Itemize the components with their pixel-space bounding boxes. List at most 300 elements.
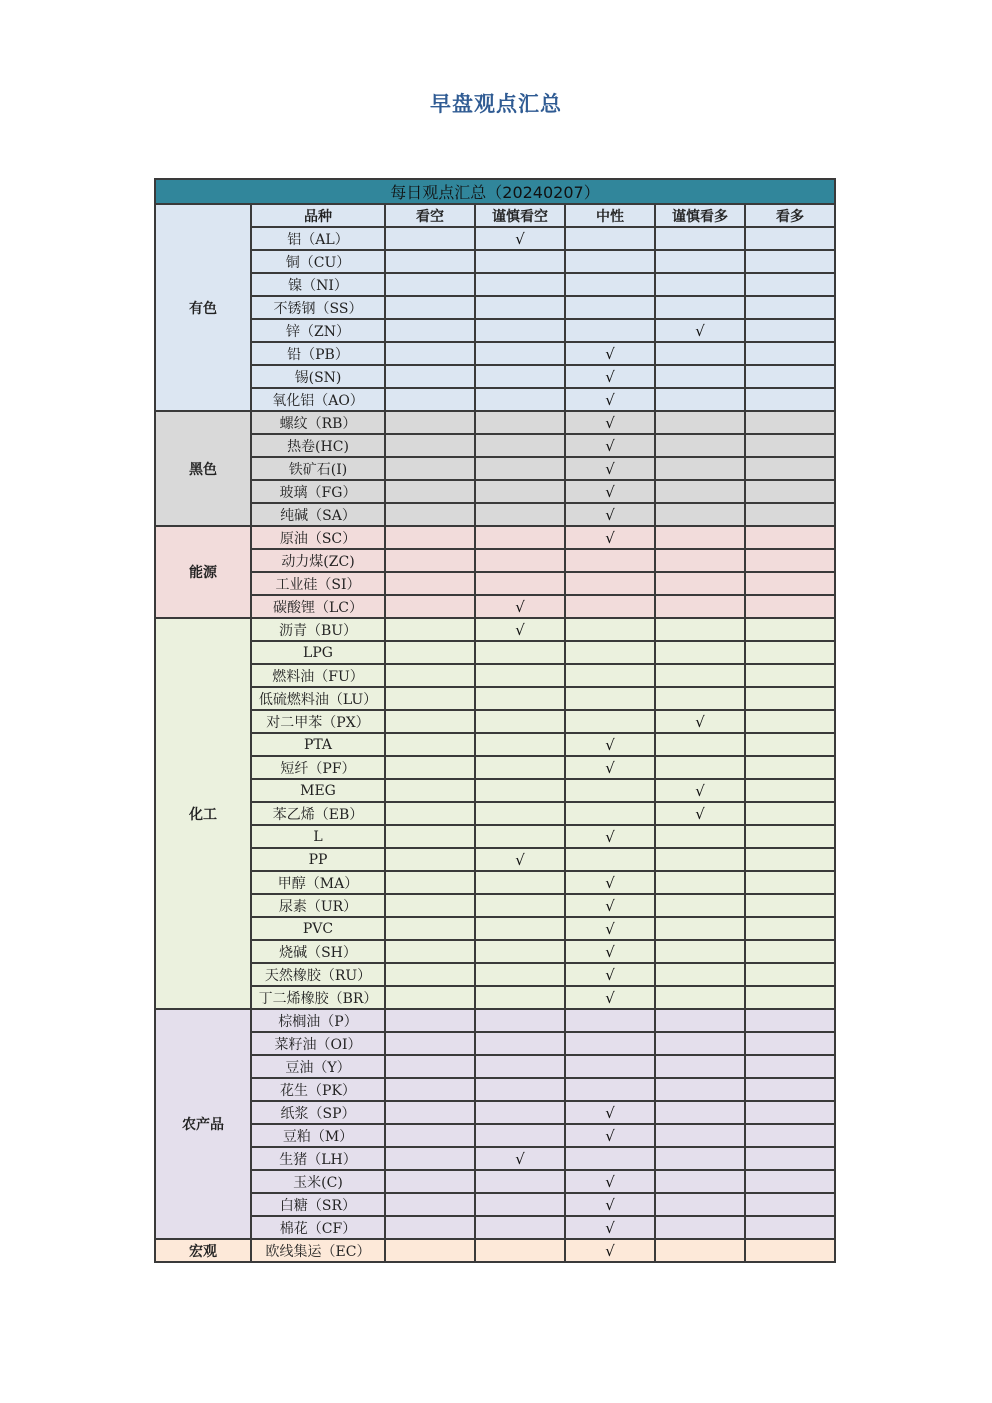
view-cell bbox=[565, 227, 655, 250]
view-cell bbox=[385, 986, 475, 1009]
view-cell bbox=[745, 618, 835, 641]
view-cell bbox=[565, 480, 655, 503]
view-cell bbox=[385, 871, 475, 894]
view-cell bbox=[655, 1078, 745, 1101]
view-cell bbox=[655, 1193, 745, 1216]
view-cell bbox=[385, 227, 475, 250]
category-cell: 宏观 bbox=[155, 1239, 251, 1262]
view-cell bbox=[385, 1101, 475, 1124]
check-mark: √ bbox=[515, 620, 525, 639]
view-cell bbox=[655, 986, 745, 1009]
view-cell bbox=[565, 1009, 655, 1032]
view-cell bbox=[745, 1032, 835, 1055]
view-cell bbox=[475, 733, 565, 756]
view-cell bbox=[745, 687, 835, 710]
view-cell bbox=[745, 894, 835, 917]
variety-cell: 玉米(C) bbox=[251, 1170, 385, 1193]
view-cell bbox=[475, 618, 565, 641]
view-cell bbox=[745, 1124, 835, 1147]
view-cell bbox=[475, 572, 565, 595]
table-row bbox=[155, 365, 835, 388]
view-cell bbox=[745, 802, 835, 825]
view-cell bbox=[745, 963, 835, 986]
view-cell bbox=[565, 1170, 655, 1193]
view-cell bbox=[655, 1124, 745, 1147]
view-cell bbox=[475, 894, 565, 917]
view-cell bbox=[745, 871, 835, 894]
view-cell bbox=[565, 871, 655, 894]
table-row bbox=[155, 411, 835, 434]
view-cell bbox=[655, 802, 745, 825]
check-mark: √ bbox=[605, 528, 615, 547]
view-cell bbox=[475, 411, 565, 434]
table-row bbox=[155, 342, 835, 365]
view-cell bbox=[655, 411, 745, 434]
view-cell bbox=[655, 825, 745, 848]
table-row bbox=[155, 687, 835, 710]
variety-cell: 不锈钢（SS） bbox=[251, 296, 385, 319]
view-cell bbox=[475, 802, 565, 825]
view-cell bbox=[385, 848, 475, 871]
view-cell bbox=[655, 296, 745, 319]
view-cell bbox=[565, 434, 655, 457]
view-cell bbox=[745, 503, 835, 526]
page-title: 早盘观点汇总 bbox=[430, 92, 562, 116]
view-cell bbox=[745, 526, 835, 549]
view-cell bbox=[565, 963, 655, 986]
check-mark: √ bbox=[605, 965, 615, 984]
variety-cell: 豆粕（M） bbox=[251, 1124, 385, 1147]
check-mark: √ bbox=[605, 896, 615, 915]
variety-cell: 镍（NI） bbox=[251, 273, 385, 296]
view-cell bbox=[745, 1216, 835, 1239]
view-cell bbox=[475, 779, 565, 802]
variety-cell: 原油（SC） bbox=[251, 526, 385, 549]
view-cell bbox=[385, 710, 475, 733]
table-title-row bbox=[155, 179, 835, 204]
variety-cell: 燃料油（FU） bbox=[251, 664, 385, 687]
view-cell bbox=[655, 365, 745, 388]
view-cell bbox=[655, 1009, 745, 1032]
view-cell bbox=[475, 388, 565, 411]
variety-cell: PTA bbox=[251, 733, 385, 756]
table-row bbox=[155, 871, 835, 894]
variety-cell: 铝（AL） bbox=[251, 227, 385, 250]
variety-cell: 生猪（LH） bbox=[251, 1147, 385, 1170]
check-mark: √ bbox=[605, 735, 615, 754]
view-cell bbox=[385, 1170, 475, 1193]
view-cell bbox=[385, 756, 475, 779]
view-cell bbox=[565, 848, 655, 871]
table-row bbox=[155, 526, 835, 549]
header-bearish: 看空 bbox=[385, 204, 475, 227]
view-cell bbox=[655, 457, 745, 480]
table-row bbox=[155, 1078, 835, 1101]
view-cell bbox=[385, 733, 475, 756]
variety-cell: 天然橡胶（RU） bbox=[251, 963, 385, 986]
view-cell bbox=[745, 641, 835, 664]
table-row bbox=[155, 710, 835, 733]
view-cell bbox=[475, 664, 565, 687]
variety-cell: 动力煤(ZC) bbox=[251, 549, 385, 572]
view-cell bbox=[475, 434, 565, 457]
view-cell bbox=[565, 457, 655, 480]
view-cell bbox=[745, 572, 835, 595]
check-mark: √ bbox=[605, 459, 615, 478]
check-mark: √ bbox=[515, 597, 525, 616]
view-cell bbox=[385, 894, 475, 917]
view-cell bbox=[475, 756, 565, 779]
check-mark: √ bbox=[515, 229, 525, 248]
table-row bbox=[155, 963, 835, 986]
variety-cell: 热卷(HC) bbox=[251, 434, 385, 457]
view-cell bbox=[385, 1055, 475, 1078]
view-cell bbox=[385, 1193, 475, 1216]
view-cell bbox=[385, 434, 475, 457]
view-cell bbox=[475, 296, 565, 319]
view-cell bbox=[565, 1124, 655, 1147]
header-cautious-bullish: 谨慎看多 bbox=[655, 204, 745, 227]
table-row bbox=[155, 641, 835, 664]
view-cell bbox=[385, 802, 475, 825]
table-row bbox=[155, 664, 835, 687]
variety-cell: 碳酸锂（LC） bbox=[251, 595, 385, 618]
variety-cell: PVC bbox=[251, 917, 385, 940]
category-cell: 黑色 bbox=[155, 411, 251, 526]
view-cell bbox=[385, 595, 475, 618]
view-cell bbox=[655, 756, 745, 779]
view-cell bbox=[745, 342, 835, 365]
view-cell bbox=[475, 917, 565, 940]
view-cell bbox=[565, 342, 655, 365]
table-row bbox=[155, 1193, 835, 1216]
view-cell bbox=[385, 1032, 475, 1055]
view-cell bbox=[565, 572, 655, 595]
view-cell bbox=[385, 641, 475, 664]
variety-cell: 白糖（SR） bbox=[251, 1193, 385, 1216]
view-cell bbox=[655, 710, 745, 733]
view-cell bbox=[565, 710, 655, 733]
table-header-row bbox=[155, 204, 835, 227]
view-cell bbox=[565, 250, 655, 273]
view-cell bbox=[475, 1032, 565, 1055]
view-cell bbox=[475, 1101, 565, 1124]
table-row bbox=[155, 595, 835, 618]
check-mark: √ bbox=[605, 367, 615, 386]
view-cell bbox=[745, 273, 835, 296]
view-cell bbox=[385, 618, 475, 641]
table-row bbox=[155, 434, 835, 457]
view-cell bbox=[565, 1101, 655, 1124]
view-cell bbox=[565, 1239, 655, 1262]
view-cell bbox=[655, 1147, 745, 1170]
view-cell bbox=[655, 733, 745, 756]
view-cell bbox=[385, 917, 475, 940]
view-cell bbox=[745, 457, 835, 480]
view-cell bbox=[655, 1101, 745, 1124]
view-cell bbox=[475, 1055, 565, 1078]
check-mark: √ bbox=[605, 988, 615, 1007]
view-cell bbox=[385, 687, 475, 710]
view-cell bbox=[655, 963, 745, 986]
view-cell bbox=[475, 1009, 565, 1032]
category-cell: 有色 bbox=[155, 204, 251, 411]
table-row bbox=[155, 572, 835, 595]
check-mark: √ bbox=[605, 1126, 615, 1145]
view-cell bbox=[385, 664, 475, 687]
view-cell bbox=[565, 365, 655, 388]
view-cell bbox=[655, 434, 745, 457]
table-row bbox=[155, 618, 835, 641]
view-cell bbox=[565, 986, 655, 1009]
table-row bbox=[155, 1009, 835, 1032]
variety-cell: 棉花（CF） bbox=[251, 1216, 385, 1239]
table-row bbox=[155, 1101, 835, 1124]
view-cell bbox=[385, 1124, 475, 1147]
view-cell bbox=[655, 1216, 745, 1239]
view-cell bbox=[655, 940, 745, 963]
header-variety: 品种 bbox=[251, 204, 385, 227]
view-cell bbox=[745, 1170, 835, 1193]
view-cell bbox=[565, 664, 655, 687]
view-cell bbox=[655, 319, 745, 342]
table-row bbox=[155, 1147, 835, 1170]
view-cell bbox=[475, 825, 565, 848]
table-row bbox=[155, 802, 835, 825]
view-cell bbox=[565, 1032, 655, 1055]
variety-cell: 沥青（BU） bbox=[251, 618, 385, 641]
view-cell bbox=[565, 319, 655, 342]
view-cell bbox=[565, 641, 655, 664]
view-cell bbox=[475, 710, 565, 733]
view-cell bbox=[655, 871, 745, 894]
view-cell bbox=[565, 687, 655, 710]
view-cell bbox=[385, 365, 475, 388]
view-cell bbox=[745, 1009, 835, 1032]
view-cell bbox=[565, 503, 655, 526]
view-cell bbox=[745, 825, 835, 848]
view-cell bbox=[385, 411, 475, 434]
variety-cell: 锡(SN) bbox=[251, 365, 385, 388]
view-cell bbox=[745, 710, 835, 733]
table-row bbox=[155, 388, 835, 411]
header-bullish: 看多 bbox=[745, 204, 835, 227]
view-cell bbox=[745, 733, 835, 756]
view-cell bbox=[745, 940, 835, 963]
category-cell: 农产品 bbox=[155, 1009, 251, 1239]
view-cell bbox=[385, 1078, 475, 1101]
table-row bbox=[155, 1239, 835, 1262]
view-cell bbox=[565, 894, 655, 917]
view-cell bbox=[565, 618, 655, 641]
variety-cell: 纸浆（SP） bbox=[251, 1101, 385, 1124]
table-row bbox=[155, 227, 835, 250]
view-cell bbox=[475, 687, 565, 710]
check-mark: √ bbox=[695, 712, 705, 731]
view-cell bbox=[475, 940, 565, 963]
check-mark: √ bbox=[605, 758, 615, 777]
table-row bbox=[155, 848, 835, 871]
view-cell bbox=[655, 342, 745, 365]
view-cell bbox=[745, 365, 835, 388]
view-cell bbox=[385, 940, 475, 963]
view-cell bbox=[745, 250, 835, 273]
view-cell bbox=[565, 1078, 655, 1101]
table-row bbox=[155, 733, 835, 756]
view-cell bbox=[655, 779, 745, 802]
view-cell bbox=[565, 595, 655, 618]
table-row bbox=[155, 503, 835, 526]
view-cell bbox=[745, 1055, 835, 1078]
view-cell bbox=[745, 549, 835, 572]
view-cell bbox=[745, 595, 835, 618]
check-mark: √ bbox=[605, 344, 615, 363]
variety-cell: MEG bbox=[251, 779, 385, 802]
view-cell bbox=[565, 756, 655, 779]
check-mark: √ bbox=[605, 1195, 615, 1214]
view-cell bbox=[475, 342, 565, 365]
view-cell bbox=[745, 296, 835, 319]
variety-cell: 氧化铝（AO） bbox=[251, 388, 385, 411]
variety-cell: 苯乙烯（EB） bbox=[251, 802, 385, 825]
view-cell bbox=[655, 480, 745, 503]
view-cell bbox=[475, 250, 565, 273]
view-cell bbox=[655, 641, 745, 664]
view-cell bbox=[385, 549, 475, 572]
view-cell bbox=[745, 319, 835, 342]
table-row bbox=[155, 1032, 835, 1055]
view-cell bbox=[385, 273, 475, 296]
check-mark: √ bbox=[605, 482, 615, 501]
variety-cell: 短纤（PF） bbox=[251, 756, 385, 779]
daily-views-table bbox=[154, 178, 836, 1263]
view-cell bbox=[745, 480, 835, 503]
variety-cell: 工业硅（SI） bbox=[251, 572, 385, 595]
variety-cell: LPG bbox=[251, 641, 385, 664]
view-cell bbox=[745, 411, 835, 434]
table-row bbox=[155, 273, 835, 296]
view-cell bbox=[385, 457, 475, 480]
view-cell bbox=[745, 1101, 835, 1124]
view-cell bbox=[745, 917, 835, 940]
table-row bbox=[155, 756, 835, 779]
view-cell bbox=[565, 296, 655, 319]
view-cell bbox=[655, 227, 745, 250]
view-cell bbox=[745, 1147, 835, 1170]
view-cell bbox=[655, 894, 745, 917]
view-cell bbox=[745, 1193, 835, 1216]
view-cell bbox=[475, 457, 565, 480]
view-cell bbox=[475, 963, 565, 986]
table-row bbox=[155, 917, 835, 940]
variety-cell: 铜（CU） bbox=[251, 250, 385, 273]
category-cell: 能源 bbox=[155, 526, 251, 618]
view-cell bbox=[475, 227, 565, 250]
table-row bbox=[155, 1170, 835, 1193]
view-cell bbox=[745, 434, 835, 457]
view-cell bbox=[655, 273, 745, 296]
variety-cell: 甲醇（MA） bbox=[251, 871, 385, 894]
view-cell bbox=[385, 779, 475, 802]
check-mark: √ bbox=[605, 436, 615, 455]
view-cell bbox=[655, 549, 745, 572]
view-cell bbox=[565, 940, 655, 963]
table-row bbox=[155, 779, 835, 802]
view-cell bbox=[385, 388, 475, 411]
view-cell bbox=[475, 503, 565, 526]
view-cell bbox=[385, 1147, 475, 1170]
header-cautious-bearish: 谨慎看空 bbox=[475, 204, 565, 227]
variety-cell: 烧碱（SH） bbox=[251, 940, 385, 963]
view-cell bbox=[655, 503, 745, 526]
check-mark: √ bbox=[605, 390, 615, 409]
check-mark: √ bbox=[605, 873, 615, 892]
variety-cell: 尿素（UR） bbox=[251, 894, 385, 917]
view-cell bbox=[655, 1170, 745, 1193]
view-cell bbox=[385, 1216, 475, 1239]
variety-cell: 丁二烯橡胶（BR） bbox=[251, 986, 385, 1009]
view-cell bbox=[565, 779, 655, 802]
check-mark: √ bbox=[515, 850, 525, 869]
table-row bbox=[155, 894, 835, 917]
view-cell bbox=[745, 227, 835, 250]
view-cell bbox=[565, 1216, 655, 1239]
table-row bbox=[155, 1055, 835, 1078]
table-row bbox=[155, 480, 835, 503]
view-cell bbox=[475, 871, 565, 894]
view-cell bbox=[475, 526, 565, 549]
view-cell bbox=[655, 848, 745, 871]
variety-cell: 铁矿石(I) bbox=[251, 457, 385, 480]
view-cell bbox=[385, 342, 475, 365]
variety-cell: 玻璃（FG） bbox=[251, 480, 385, 503]
check-mark: √ bbox=[695, 804, 705, 823]
view-cell bbox=[475, 1124, 565, 1147]
variety-cell: L bbox=[251, 825, 385, 848]
view-cell bbox=[655, 618, 745, 641]
check-mark: √ bbox=[605, 1172, 615, 1191]
view-cell bbox=[475, 1216, 565, 1239]
view-cell bbox=[655, 572, 745, 595]
view-cell bbox=[745, 1239, 835, 1262]
variety-cell: 螺纹（RB） bbox=[251, 411, 385, 434]
variety-cell: 棕榈油（P） bbox=[251, 1009, 385, 1032]
check-mark: √ bbox=[605, 827, 615, 846]
view-cell bbox=[565, 549, 655, 572]
view-cell bbox=[745, 986, 835, 1009]
view-cell bbox=[475, 1078, 565, 1101]
view-cell bbox=[475, 1170, 565, 1193]
variety-cell: 菜籽油（OI） bbox=[251, 1032, 385, 1055]
view-cell bbox=[385, 572, 475, 595]
table-row bbox=[155, 940, 835, 963]
view-cell bbox=[385, 825, 475, 848]
table-row bbox=[155, 825, 835, 848]
view-cell bbox=[475, 1193, 565, 1216]
view-cell bbox=[475, 480, 565, 503]
view-cell bbox=[475, 595, 565, 618]
table-row bbox=[155, 296, 835, 319]
view-cell bbox=[475, 1147, 565, 1170]
table-row bbox=[155, 319, 835, 342]
table-title: 每日观点汇总（20240207） bbox=[155, 179, 835, 204]
table-row bbox=[155, 1216, 835, 1239]
view-cell bbox=[475, 273, 565, 296]
view-cell bbox=[475, 365, 565, 388]
view-cell bbox=[565, 1147, 655, 1170]
variety-cell: 花生（PK） bbox=[251, 1078, 385, 1101]
view-cell bbox=[745, 756, 835, 779]
